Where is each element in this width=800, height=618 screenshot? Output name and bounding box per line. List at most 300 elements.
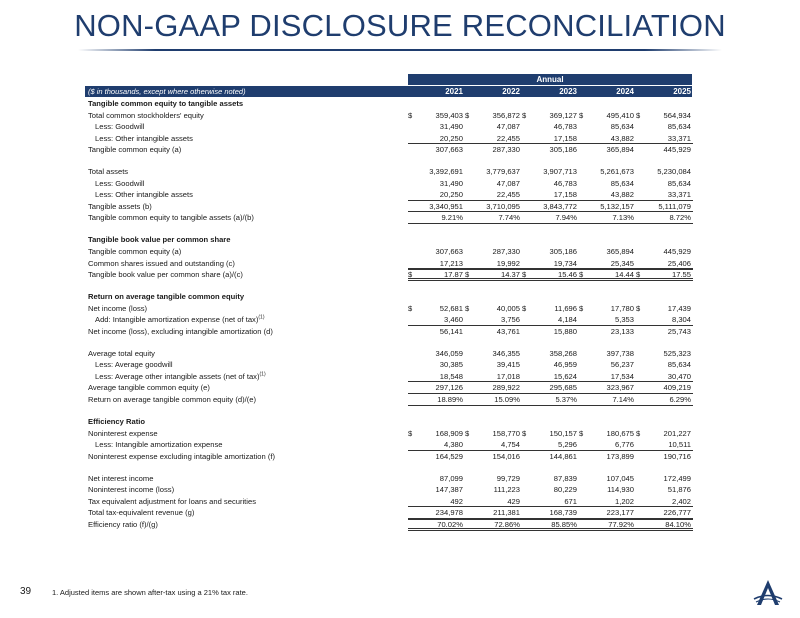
cell-value: 17,158 <box>553 190 577 200</box>
cell-value: 564,934 <box>663 110 691 120</box>
cell-value: 72.86% <box>494 519 520 529</box>
cell-value: 397,738 <box>606 348 634 358</box>
cell-value: 297,126 <box>435 383 463 393</box>
cell-value: 525,323 <box>663 348 691 358</box>
row-label <box>88 166 128 178</box>
value-cell <box>579 348 636 360</box>
value-cell <box>522 428 579 440</box>
currency-symbol: $ <box>522 110 527 120</box>
row-label-text: Noninterest income (loss) <box>88 485 175 495</box>
row-label-text: Net income (loss) <box>88 303 148 313</box>
cell-value: 492 <box>450 496 463 506</box>
currency-symbol: $ <box>522 270 527 280</box>
row-label-text: Total tax-equivalent revenue (g) <box>88 508 195 518</box>
row-label-text: Tangible book value per common share (a)/(c) <box>88 270 243 280</box>
row-label-text: Efficiency ratio (f)/(g) <box>88 519 158 529</box>
currency-symbol: $ <box>579 303 584 313</box>
cell-value: 19,734 <box>553 258 577 268</box>
value-cell <box>579 201 636 213</box>
footnote: 1. Adjusted items are shown after-tax using a 21% tax rate. <box>52 588 248 597</box>
cell-value: 5,353 <box>614 315 634 325</box>
cell-value: 6,776 <box>614 440 634 450</box>
row-label <box>88 212 254 224</box>
cell-value: 3,340,951 <box>429 201 463 211</box>
cell-value: 346,059 <box>435 348 463 358</box>
year-header: 2025 <box>673 87 691 96</box>
row-label-text: Return on average tangible common equity (d)/(e) <box>88 395 256 405</box>
row-label-text: Efficiency Ratio <box>88 417 145 427</box>
section-heading <box>88 234 231 246</box>
value-cell <box>465 258 522 270</box>
cell-value: 47,087 <box>496 122 520 132</box>
row-label-text: Less: Goodwill <box>95 178 145 188</box>
currency-symbol: $ <box>579 110 584 120</box>
cell-value: 30,385 <box>439 360 463 370</box>
cell-value: 31,490 <box>439 178 463 188</box>
value-cell <box>636 303 693 315</box>
cell-value: 17,018 <box>496 371 520 381</box>
cell-value: 25,743 <box>667 326 691 336</box>
table-row <box>85 166 692 178</box>
value-cell <box>408 189 465 201</box>
value-cell <box>636 110 693 122</box>
cell-value: 15.09% <box>494 395 520 405</box>
year-header: 2022 <box>502 87 520 96</box>
currency-symbol: $ <box>636 270 641 280</box>
value-cell <box>579 382 636 394</box>
cell-value: 5,261,673 <box>600 167 634 177</box>
cell-value: 30,470 <box>667 371 691 381</box>
value-cell <box>522 269 579 281</box>
table-row <box>85 178 692 190</box>
value-cell <box>579 507 636 519</box>
value-cell <box>522 439 579 451</box>
cell-value: 87,099 <box>439 473 463 483</box>
value-cell <box>636 439 693 451</box>
cell-value: 287,330 <box>492 145 520 155</box>
row-label-text: Average total equity <box>88 348 155 358</box>
cell-value: 3,907,713 <box>543 167 577 177</box>
value-cell <box>636 348 693 360</box>
cell-value: 356,872 <box>492 110 520 120</box>
value-cell <box>522 178 579 190</box>
page-number: 39 <box>20 586 32 597</box>
cell-value: 429 <box>507 496 520 506</box>
value-cell <box>522 507 579 519</box>
value-cell <box>579 258 636 270</box>
value-cell <box>579 439 636 451</box>
value-cell <box>636 269 693 281</box>
value-cell <box>408 507 465 519</box>
cell-value: 80,229 <box>553 485 577 495</box>
row-label <box>88 394 256 406</box>
cell-value: 18.89% <box>437 395 463 405</box>
footnote-marker: (1) <box>259 371 266 378</box>
page-title: NON-GAAP DISCLOSURE RECONCILIATION <box>74 8 726 43</box>
currency-symbol: $ <box>465 303 470 313</box>
value-cell <box>465 121 522 133</box>
value-cell <box>522 189 579 201</box>
value-cell <box>522 258 579 270</box>
value-cell <box>579 451 636 463</box>
cell-value: 323,967 <box>606 383 634 393</box>
value-cell <box>465 303 522 315</box>
cell-value: 7.74% <box>498 213 520 223</box>
value-cell <box>636 371 693 383</box>
value-cell <box>522 133 579 145</box>
value-cell <box>579 303 636 315</box>
row-label <box>88 258 235 270</box>
row-label-text: Add: Intangible amortization expense (net of tax) <box>95 315 259 325</box>
value-cell <box>465 507 522 519</box>
cell-value: 223,177 <box>606 508 634 518</box>
cell-value: 2,402 <box>671 496 691 506</box>
value-cell <box>408 496 465 508</box>
value-cell <box>465 269 522 281</box>
value-cell <box>636 121 693 133</box>
currency-symbol: $ <box>579 428 584 438</box>
row-label <box>95 178 144 190</box>
footnote-marker: (1) <box>258 314 265 321</box>
cell-value: 307,663 <box>435 145 463 155</box>
value-cell <box>465 212 522 224</box>
row-label-text: Less: Goodwill <box>95 122 145 132</box>
value-cell <box>522 166 579 178</box>
row-label <box>88 507 194 519</box>
value-cell <box>636 473 693 485</box>
cell-value: 144,861 <box>549 451 577 461</box>
value-cell <box>579 166 636 178</box>
value-cell <box>408 178 465 190</box>
cell-value: 14.37 <box>500 270 520 280</box>
row-spacer <box>85 156 692 167</box>
row-label-text: Common shares issued and outstanding (c) <box>88 258 235 268</box>
value-cell <box>636 326 693 338</box>
cell-value: 114,930 <box>607 485 634 495</box>
value-cell <box>636 212 693 224</box>
value-cell <box>408 144 465 156</box>
annual-header: Annual <box>408 74 692 85</box>
cell-value: 305,186 <box>549 247 577 257</box>
cell-value: 3,756 <box>500 315 520 325</box>
cell-value: 85.85% <box>551 519 577 529</box>
cell-value: 17,534 <box>610 371 634 381</box>
cell-value: 15,880 <box>553 326 577 336</box>
value-cell <box>636 189 693 201</box>
cell-value: 14.44 <box>614 270 634 280</box>
value-cell <box>522 326 579 338</box>
value-cell <box>408 394 465 406</box>
currency-symbol: $ <box>465 270 470 280</box>
value-cell <box>522 519 579 531</box>
cell-value: 173,899 <box>606 451 634 461</box>
value-cell <box>579 189 636 201</box>
value-cell <box>579 110 636 122</box>
section-heading <box>88 291 244 303</box>
row-label-text: Tangible common equity to tangible assets (a)/(b) <box>88 213 254 223</box>
row-label <box>88 326 273 338</box>
table-row <box>85 359 692 371</box>
table-row <box>85 269 692 281</box>
table-header-row <box>85 86 692 97</box>
cell-value: 211,381 <box>493 508 520 518</box>
cell-value: 359,403 <box>435 110 463 120</box>
section-heading-row <box>85 234 692 246</box>
row-label <box>88 484 174 496</box>
value-cell <box>522 121 579 133</box>
value-cell <box>636 359 693 371</box>
row-label <box>88 144 181 156</box>
cell-value: 307,663 <box>435 247 463 257</box>
row-label <box>88 110 204 122</box>
cell-value: 201,227 <box>663 428 691 438</box>
section-heading <box>88 98 243 110</box>
value-cell <box>636 394 693 406</box>
cell-value: 56,141 <box>439 326 463 336</box>
row-label <box>88 348 155 360</box>
cell-value: 4,380 <box>443 440 463 450</box>
table-row <box>85 110 692 122</box>
section-heading-row <box>85 291 692 303</box>
row-label <box>95 439 223 451</box>
row-label <box>88 519 158 531</box>
cell-value: 22,455 <box>496 133 520 143</box>
cell-value: 6.29% <box>669 395 691 405</box>
cell-value: 39,415 <box>496 360 520 370</box>
stylized-a-logo-icon <box>750 578 786 608</box>
table-row <box>85 394 692 406</box>
cell-value: 3,710,095 <box>486 201 520 211</box>
row-label-text: Tax equivalent adjustment for loans and securities <box>88 496 256 506</box>
value-cell <box>636 178 693 190</box>
cell-value: 3,843,772 <box>543 201 577 211</box>
cell-value: 3,779,637 <box>486 167 520 177</box>
value-cell <box>465 326 522 338</box>
cell-value: 4,754 <box>500 440 520 450</box>
value-cell <box>636 496 693 508</box>
cell-value: 33,371 <box>667 133 691 143</box>
row-label <box>88 269 243 281</box>
value-cell <box>465 166 522 178</box>
cell-value: 46,783 <box>553 178 577 188</box>
value-cell <box>636 314 693 326</box>
table-row <box>85 258 692 270</box>
cell-value: 33,371 <box>667 190 691 200</box>
row-label <box>88 451 275 463</box>
cell-value: 20,250 <box>439 190 463 200</box>
value-cell <box>408 246 465 258</box>
currency-symbol: $ <box>408 428 413 438</box>
value-cell <box>465 201 522 213</box>
value-cell <box>408 371 465 383</box>
value-cell <box>636 428 693 440</box>
row-label <box>88 428 158 440</box>
table-row <box>85 303 692 315</box>
value-cell <box>522 394 579 406</box>
row-label-text: Total common stockholders' equity <box>88 110 204 120</box>
value-cell <box>465 348 522 360</box>
cell-value: 22,455 <box>496 190 520 200</box>
cell-value: 365,894 <box>606 247 634 257</box>
row-label-text: Tangible assets (b) <box>88 201 152 211</box>
cell-value: 358,268 <box>549 348 577 358</box>
cell-value: 85,634 <box>610 122 634 132</box>
row-label <box>88 496 256 508</box>
row-label-text: Less: Average other intangible assets (net of tax) <box>95 371 260 381</box>
value-cell <box>408 133 465 145</box>
value-cell <box>579 519 636 531</box>
value-cell <box>636 133 693 145</box>
cell-value: 234,978 <box>435 508 463 518</box>
value-cell <box>579 496 636 508</box>
value-cell <box>408 519 465 531</box>
currency-symbol: $ <box>522 428 527 438</box>
value-cell <box>465 144 522 156</box>
row-label-text: Average tangible common equity (e) <box>88 383 210 393</box>
cell-value: 107,045 <box>606 473 634 483</box>
cell-value: 17,439 <box>667 303 691 313</box>
cell-value: 445,929 <box>663 247 691 257</box>
value-cell <box>522 144 579 156</box>
value-cell <box>408 382 465 394</box>
value-cell <box>579 473 636 485</box>
cell-value: 17.55 <box>671 270 691 280</box>
year-header: 2023 <box>559 87 577 96</box>
cell-value: 289,922 <box>492 383 520 393</box>
units-note: ($ in thousands, except where otherwise noted) <box>88 87 246 96</box>
row-label-text: Net interest income <box>88 473 154 483</box>
value-cell <box>465 496 522 508</box>
cell-value: 46,959 <box>553 360 577 370</box>
value-cell <box>636 258 693 270</box>
row-label <box>88 201 152 213</box>
value-cell <box>408 439 465 451</box>
cell-value: 158,770 <box>492 428 520 438</box>
currency-symbol: $ <box>636 428 641 438</box>
cell-value: 43,761 <box>496 326 520 336</box>
value-cell <box>408 484 465 496</box>
table-row <box>85 439 692 451</box>
table-row <box>85 121 692 133</box>
cell-value: 150,157 <box>549 428 577 438</box>
cell-value: 168,909 <box>435 428 463 438</box>
value-cell <box>636 484 693 496</box>
cell-value: 5,230,084 <box>657 167 691 177</box>
table-row <box>85 507 692 519</box>
row-label-text: Net income (loss), excluding intangible amortization (d) <box>88 326 273 336</box>
cell-value: 671 <box>564 496 577 506</box>
value-cell <box>465 519 522 531</box>
value-cell <box>522 484 579 496</box>
cell-value: 15,624 <box>553 371 577 381</box>
cell-value: 346,355 <box>492 348 520 358</box>
currency-symbol: $ <box>636 110 641 120</box>
row-label <box>88 473 153 485</box>
value-cell <box>408 303 465 315</box>
value-cell <box>522 348 579 360</box>
row-label-text: Less: Other intangible assets <box>95 133 193 143</box>
value-cell <box>579 394 636 406</box>
row-label <box>95 359 173 371</box>
value-cell <box>465 110 522 122</box>
cell-value: 51,876 <box>667 485 691 495</box>
value-cell <box>465 314 522 326</box>
value-cell <box>579 326 636 338</box>
currency-symbol: $ <box>408 110 413 120</box>
cell-value: 43,882 <box>610 190 634 200</box>
row-label-text: Noninterest expense <box>88 428 158 438</box>
cell-value: 190,716 <box>663 451 691 461</box>
year-header: 2024 <box>616 87 634 96</box>
value-cell <box>465 371 522 383</box>
cell-value: 3,392,691 <box>429 167 463 177</box>
section-heading-row <box>85 416 692 428</box>
table-row <box>85 348 692 360</box>
cell-value: 369,127 <box>549 110 577 120</box>
value-cell <box>465 473 522 485</box>
value-cell <box>522 303 579 315</box>
cell-value: 409,219 <box>663 383 691 393</box>
currency-symbol: $ <box>465 110 470 120</box>
row-label-text: Less: Intangible amortization expense <box>95 440 223 450</box>
row-spacer <box>85 406 692 417</box>
cell-value: 5,132,157 <box>600 201 634 211</box>
cell-value: 17.87 <box>443 270 463 280</box>
value-cell <box>465 394 522 406</box>
row-label-text: Tangible common equity (a) <box>88 145 182 155</box>
table-row <box>85 212 692 224</box>
value-cell <box>522 382 579 394</box>
table-row <box>85 371 692 383</box>
cell-value: 47,087 <box>496 178 520 188</box>
value-cell <box>579 314 636 326</box>
row-label <box>95 371 266 383</box>
table-row <box>85 473 692 485</box>
cell-value: 365,894 <box>606 145 634 155</box>
row-label <box>88 246 181 258</box>
value-cell <box>522 246 579 258</box>
cell-value: 85,634 <box>667 122 691 132</box>
cell-value: 445,929 <box>663 145 691 155</box>
currency-symbol: $ <box>408 270 413 280</box>
cell-value: 9.21% <box>441 213 463 223</box>
cell-value: 19,992 <box>496 258 520 268</box>
value-cell <box>465 178 522 190</box>
value-cell <box>408 473 465 485</box>
value-cell <box>579 178 636 190</box>
value-cell <box>408 212 465 224</box>
cell-value: 7.13% <box>612 213 634 223</box>
value-cell <box>579 144 636 156</box>
value-cell <box>408 269 465 281</box>
row-label <box>95 189 193 201</box>
table-row <box>85 451 692 463</box>
cell-value: 11,696 <box>554 303 577 313</box>
cell-value: 7.14% <box>612 395 634 405</box>
value-cell <box>579 371 636 383</box>
currency-symbol: $ <box>465 428 470 438</box>
cell-value: 1,202 <box>614 496 634 506</box>
value-cell <box>465 382 522 394</box>
value-cell <box>636 382 693 394</box>
cell-value: 40,005 <box>496 303 520 313</box>
value-cell <box>408 166 465 178</box>
value-cell <box>579 484 636 496</box>
cell-value: 5,296 <box>557 440 577 450</box>
value-cell <box>408 348 465 360</box>
value-cell <box>579 269 636 281</box>
table-row <box>85 428 692 440</box>
